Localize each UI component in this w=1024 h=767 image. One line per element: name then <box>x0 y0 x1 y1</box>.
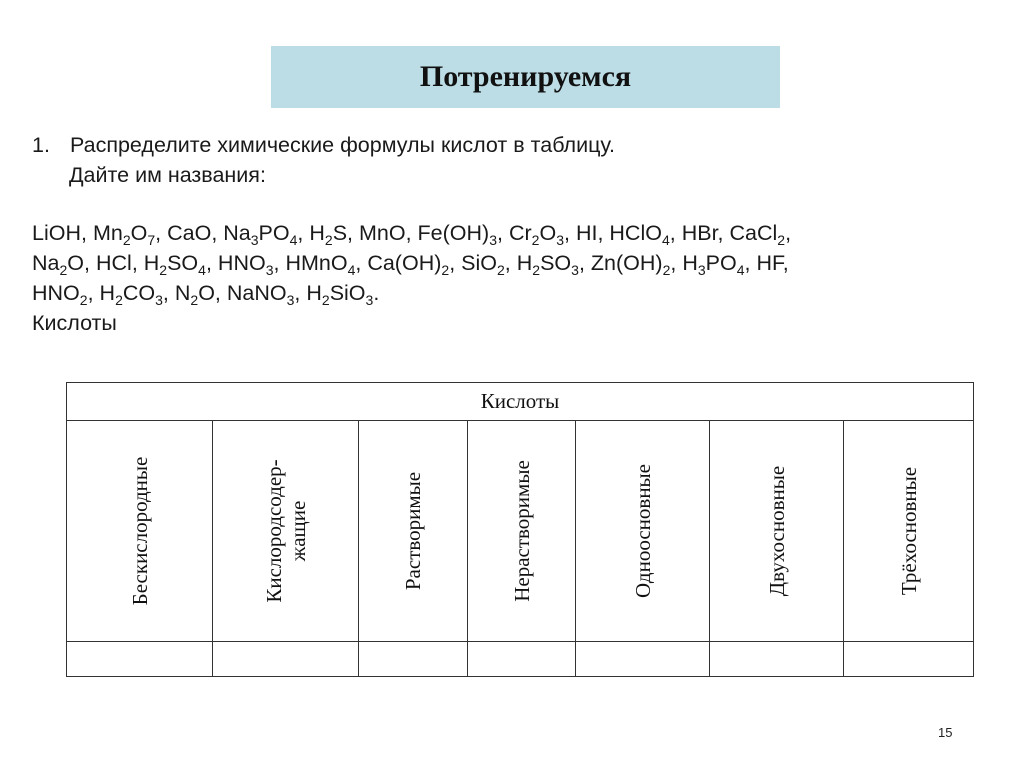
chemical-formula: CaO <box>167 221 212 245</box>
chemical-formula: $Na_3PO_4$ <box>223 221 298 248</box>
column-header-label: Бескислородные <box>127 456 152 606</box>
answer-cell[interactable] <box>844 642 974 677</box>
task-number: 1. <box>32 133 50 157</box>
chemical-formula: HI <box>575 221 598 245</box>
chemical-formula: $H_2S$ <box>309 221 348 248</box>
task-line-2: Дайте им названия: <box>69 163 266 187</box>
column-header-cell <box>213 421 359 642</box>
column-header-cell <box>359 421 468 642</box>
column-header-cell <box>710 421 844 642</box>
chemical-formula: SiO$_2$ <box>461 251 505 278</box>
acids-label: Кислоты <box>32 311 117 335</box>
chemical-formula: HF <box>756 251 783 275</box>
chemical-formula: HCl <box>95 251 132 275</box>
column-headers-row <box>67 421 974 642</box>
chemical-formula: NaNO$_3$ <box>226 281 295 308</box>
answer-row <box>67 642 974 677</box>
task-instruction: Распределите химические формулы кислот в таблицу. <box>70 133 615 157</box>
answer-cell[interactable] <box>710 642 844 677</box>
column-header-cell <box>844 421 974 642</box>
chemical-formula: MnO <box>359 221 406 245</box>
chemical-formula: $HNO_3$ <box>217 251 274 278</box>
column-header-label: Трёхосновные <box>896 466 921 596</box>
chemical-formula: $Zn(OH)_2$ <box>590 251 671 278</box>
chemical-formula: $Cr_2O_3$ <box>508 221 564 248</box>
chemical-formula: $Fe(OH)_3$ <box>417 221 498 248</box>
task-block <box>32 130 992 338</box>
slide-title: Потренируемся <box>271 46 780 108</box>
task-line-1 <box>32 130 992 160</box>
column-header-cell <box>576 421 710 642</box>
chemical-formula: $H_3PO_4$ <box>682 251 745 278</box>
column-header-cell <box>67 421 213 642</box>
column-header-label: Одноосновные <box>630 464 655 598</box>
chemical-formula: $H_2CO_3$ <box>99 281 163 308</box>
column-header-label: Двухосновные <box>764 465 789 597</box>
column-header-cell <box>468 421 576 642</box>
chemical-formula: LiOH <box>32 221 81 245</box>
acid-classification-table <box>66 382 974 677</box>
table-header: Кислоты <box>67 383 974 421</box>
column-header-label: Нерастворимые <box>509 460 534 602</box>
chemical-formula: $H_2SO_3$ <box>516 251 579 278</box>
answer-cell[interactable] <box>468 642 576 677</box>
chemical-formula: $N_2O$ <box>174 281 215 308</box>
answer-cell[interactable] <box>359 642 468 677</box>
chemical-formula: HBr <box>681 221 718 245</box>
column-header-label: Кислородсодер- жащие <box>261 459 310 603</box>
chemical-formula: $H_2SiO_3$ <box>306 281 374 308</box>
chemical-formula: $HNO_2$ <box>32 281 88 308</box>
chemical-formula: CaCl$_2$ <box>729 221 786 248</box>
column-header-label: Растворимые <box>401 471 425 591</box>
answer-cell[interactable] <box>576 642 710 677</box>
chemical-formula: $Ca(OH)_2$ <box>367 251 450 278</box>
chemical-formula: HMnO$_4$ <box>285 251 356 278</box>
chemical-formula: HClO$_4$ <box>609 221 670 248</box>
answer-cell[interactable] <box>67 642 213 677</box>
chemical-formula: $Mn_2O_7$ <box>92 221 156 248</box>
chemical-formula: $Na_2O$ <box>32 251 85 278</box>
page-number: 15 <box>938 725 953 740</box>
answer-cell[interactable] <box>213 642 359 677</box>
chemical-formula: $H_2SO_4$ <box>143 251 206 278</box>
formula-list: LiOH, $Mn_2O_7$, CaO, $Na_3PO_4$, $H_2S$, MnO, $Fe(OH)_3$, $Cr_2O_3$, HI, HClO$_4$, HBr, CaCl$_2$, $Na_2O$, HCl, $H_2SO_4$, $HNO_3$, HMnO$_4$, $Ca(OH)_2$, SiO$_2$, $H_2SO_3$, $Zn(OH)_2$, $H_3PO_4$, HF, $HNO_2$, $H_2CO_3$, $N_2O$, NaNO$_3$, $H_2SiO_3$. <box>32 221 792 308</box>
